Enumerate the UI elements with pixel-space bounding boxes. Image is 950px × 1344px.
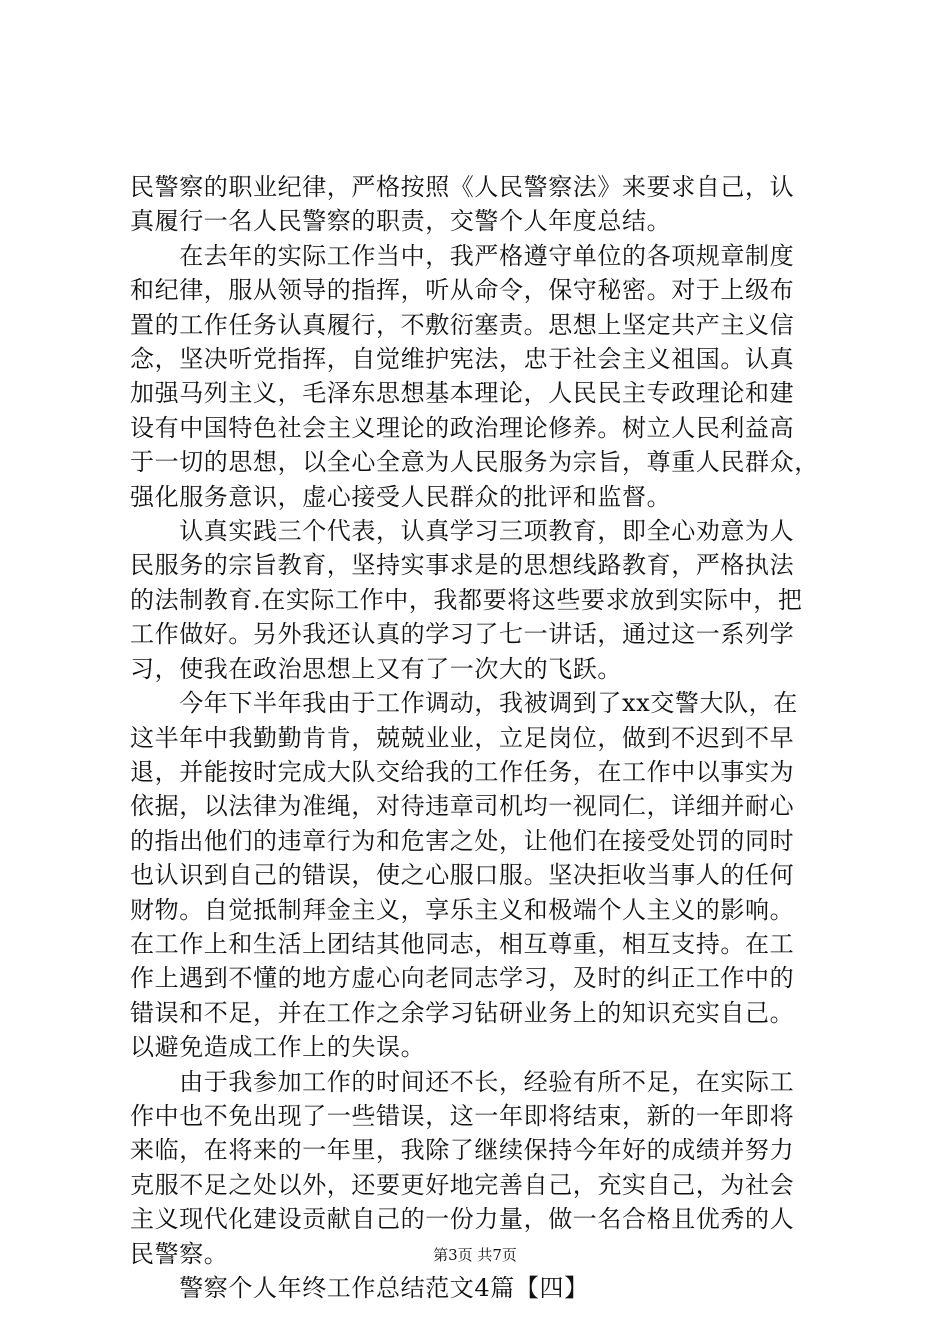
- text-line: 在工作上和生活上团结其他同志，相互尊重，相互支持。在工: [130, 929, 795, 958]
- text-line: 今年下半年我由于工作调动，我被调到了xx交警大队，在: [130, 689, 798, 718]
- text-line: 来临，在将来的一年里，我除了继续保持今年好的成绩并努力: [130, 1136, 795, 1165]
- text-line: 这半年中我勤勤肯肯，兢兢业业，立足岗位，做到不迟到不早: [130, 723, 795, 752]
- text-line: 民警察的职业纪律，严格按照《人民警察法》来要求自己，认: [130, 173, 795, 201]
- text-line: 也认识到自己的错误，使之心服口服。坚决拒收当事人的任何: [130, 861, 795, 890]
- document-body: [130, 170, 835, 1305]
- text-line: 主义现代化建设贡献自己的一份力量，做一名合格且优秀的人: [130, 1205, 795, 1234]
- section-heading: 警察个人年终工作总结范文4篇【四】: [130, 1274, 589, 1302]
- text-line: 习，使我在政治思想上又有了一次大的飞跃。: [130, 654, 622, 683]
- text-line: 民警察。: [130, 1239, 229, 1268]
- text-line: 错误和不足，并在工作之余学习钻研业务上的知识充实自己。: [130, 998, 795, 1027]
- text-line: 退，并能按时完成大队交给我的工作任务，在工作中以事实为: [130, 757, 795, 786]
- page-number: 第3页 共7页: [433, 1246, 517, 1264]
- text-line: 在去年的实际工作当中，我严格遵守单位的各项规章制度: [130, 241, 795, 270]
- text-line: 念，坚决听党指挥，自觉维护宪法，忠于社会主义祖国。认真: [130, 345, 795, 374]
- text-line: 强化服务意识，虚心接受人民群众的批评和监督。: [130, 482, 672, 511]
- text-line: 认真实践三个代表，认真学习三项教育，即全心劝意为人: [130, 517, 795, 546]
- text-line: 和纪律，服从领导的指挥，听从命令，保守秘密。对于上级布: [130, 276, 795, 305]
- text-line: 以避免造成工作上的失误。: [130, 1033, 426, 1062]
- text-line: 于一切的思想，以全心全意为人民服务为宗旨，尊重人民群众，: [130, 448, 819, 477]
- text-line: 加强马列主义，毛泽东思想基本理论，人民民主专政理论和建: [130, 379, 795, 408]
- text-line: 的法制教育.在实际工作中，我都要将这些要求放到实际中，把: [130, 585, 803, 614]
- text-line: 置的工作任务认真履行，不敷衍塞责。思想上坚定共产主义信: [130, 310, 795, 339]
- text-line: 作中也不免出现了一些错误，这一年即将结束，新的一年即将: [130, 1101, 795, 1130]
- text-line: 作上遇到不懂的地方虚心向老同志学习，及时的纠正工作中的: [130, 964, 795, 993]
- text-line: 工作做好。另外我还认真的学习了七一讲话，通过这一系列学: [130, 620, 795, 649]
- text-line: 由于我参加工作的时间还不长，经验有所不足，在实际工: [130, 1067, 795, 1096]
- text-line: 真履行一名人民警察的职责，交警个人年度总结。: [130, 207, 672, 236]
- text-line: 民服务的宗旨教育，坚持实事求是的思想线路教育，严格执法: [130, 551, 795, 580]
- text-line: 克服不足之处以外，还要更好地完善自己，充实自己，为社会: [130, 1170, 795, 1199]
- text-line: 的指出他们的违章行为和危害之处，让他们在接受处罚的同时: [130, 826, 795, 855]
- page-footer: [0, 1244, 950, 1265]
- text-line: 依据，以法律为准绳，对待违章司机均一视同仁，详细并耐心: [130, 792, 795, 821]
- text-line: 财物。自觉抵制拜金主义，享乐主义和极端个人主义的影响。: [130, 895, 795, 924]
- text-line: 设有中国特色社会主义理论的政治理论修养。树立人民利益高: [130, 413, 795, 442]
